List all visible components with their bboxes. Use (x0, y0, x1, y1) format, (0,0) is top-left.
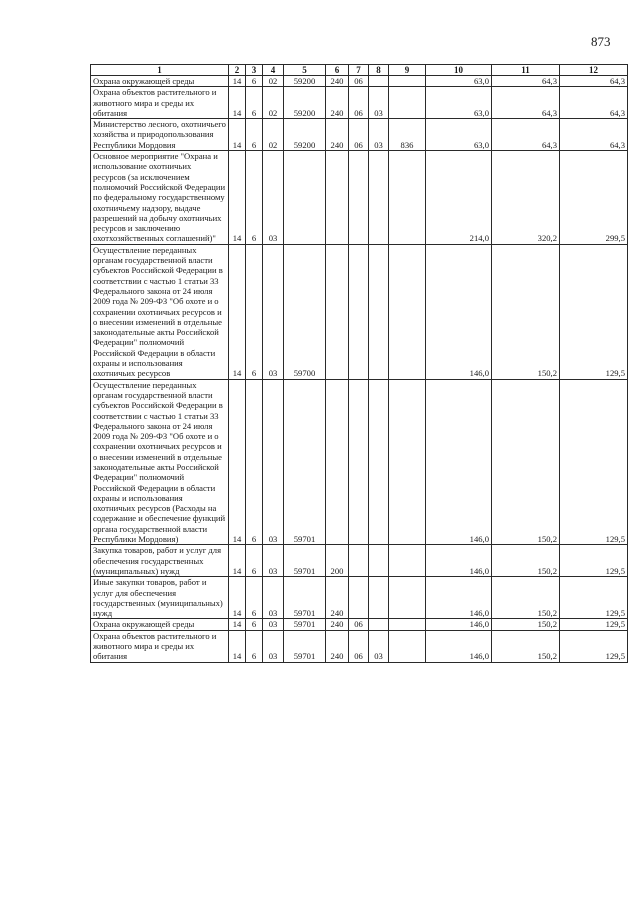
cell-2: 14 (229, 619, 246, 630)
cell-8 (369, 151, 389, 245)
cell-7: 06 (349, 630, 369, 662)
cell-3: 6 (246, 244, 263, 379)
cell-9 (389, 545, 426, 577)
table-row (91, 619, 628, 630)
row-name: Охрана объектов растительного и животного мира и среды их обитания (91, 630, 229, 662)
table-row (91, 87, 628, 119)
cell-3: 6 (246, 545, 263, 577)
cell-10: 146,0 (426, 577, 492, 619)
cell-6: 200 (326, 545, 349, 577)
cell-12: 129,5 (560, 379, 628, 545)
cell-2: 14 (229, 577, 246, 619)
header-cell: 3 (246, 65, 263, 76)
table-row (91, 244, 628, 379)
cell-8 (369, 577, 389, 619)
cell-12: 299,5 (560, 151, 628, 245)
header-cell: 2 (229, 65, 246, 76)
cell-9 (389, 87, 426, 119)
cell-10: 146,0 (426, 630, 492, 662)
cell-11: 150,2 (492, 619, 560, 630)
table-row (91, 119, 628, 151)
cell-9: 836 (389, 119, 426, 151)
header-cell: 9 (389, 65, 426, 76)
table-row (91, 577, 628, 619)
cell-12: 64,3 (560, 76, 628, 87)
cell-5: 59200 (284, 76, 326, 87)
cell-11: 150,2 (492, 379, 560, 545)
cell-3: 6 (246, 630, 263, 662)
cell-9 (389, 619, 426, 630)
header-cell: 7 (349, 65, 369, 76)
table-header-row (91, 65, 628, 76)
cell-10: 146,0 (426, 619, 492, 630)
cell-10: 63,0 (426, 76, 492, 87)
cell-12: 129,5 (560, 577, 628, 619)
cell-6: 240 (326, 87, 349, 119)
cell-8 (369, 76, 389, 87)
cell-4: 02 (263, 76, 284, 87)
row-name: Охрана окружающей среды (91, 76, 229, 87)
cell-3: 6 (246, 577, 263, 619)
table-row (91, 379, 628, 545)
cell-6: 240 (326, 577, 349, 619)
cell-9 (389, 379, 426, 545)
cell-10: 63,0 (426, 119, 492, 151)
cell-5: 59200 (284, 87, 326, 119)
cell-7: 06 (349, 119, 369, 151)
page-number: 873 (591, 34, 611, 49)
cell-4: 03 (263, 545, 284, 577)
header-cell: 8 (369, 65, 389, 76)
cell-10: 214,0 (426, 151, 492, 245)
header-cell: 5 (284, 65, 326, 76)
cell-6: 240 (326, 76, 349, 87)
row-name: Осуществление переданных органам государственной власти субъектов Российской Федерации в соответствии с частью 1 статьи 33 Федерального закона от 24 июля 2009 года № 209-ФЗ "Об охоте и о сохранении охотничьих ресурсов и о внесении изменений в отдельные законодательные акты Российской Федерации" полномочий Российской Федерации в области охраны и использования охотничьих ресурсов (91, 244, 229, 379)
header-cell: 1 (91, 65, 229, 76)
cell-7 (349, 379, 369, 545)
cell-4: 02 (263, 119, 284, 151)
cell-6 (326, 379, 349, 545)
cell-3: 6 (246, 87, 263, 119)
cell-2: 14 (229, 119, 246, 151)
cell-7 (349, 244, 369, 379)
cell-4: 03 (263, 619, 284, 630)
cell-6: 240 (326, 119, 349, 151)
cell-12: 129,5 (560, 619, 628, 630)
cell-2: 14 (229, 379, 246, 545)
cell-12: 129,5 (560, 630, 628, 662)
table-row (91, 76, 628, 87)
cell-9 (389, 151, 426, 245)
cell-3: 6 (246, 379, 263, 545)
cell-2: 14 (229, 87, 246, 119)
cell-12: 64,3 (560, 119, 628, 151)
cell-12: 129,5 (560, 545, 628, 577)
cell-11: 320,2 (492, 151, 560, 245)
cell-8 (369, 379, 389, 545)
cell-6 (326, 244, 349, 379)
cell-9 (389, 244, 426, 379)
cell-5: 59701 (284, 619, 326, 630)
row-name: Иные закупки товаров, работ и услуг для обеспечения государственных (муниципальных) нужд (91, 577, 229, 619)
cell-10: 63,0 (426, 87, 492, 119)
cell-7 (349, 151, 369, 245)
cell-8 (369, 244, 389, 379)
cell-10: 146,0 (426, 545, 492, 577)
cell-7: 06 (349, 619, 369, 630)
cell-4: 03 (263, 244, 284, 379)
cell-12: 129,5 (560, 244, 628, 379)
cell-2: 14 (229, 545, 246, 577)
cell-7: 06 (349, 76, 369, 87)
cell-6: 240 (326, 630, 349, 662)
cell-5: 59700 (284, 244, 326, 379)
cell-12: 64,3 (560, 87, 628, 119)
cell-8 (369, 619, 389, 630)
header-cell: 12 (560, 65, 628, 76)
cell-11: 64,3 (492, 76, 560, 87)
cell-8: 03 (369, 119, 389, 151)
header-cell: 6 (326, 65, 349, 76)
cell-5: 59200 (284, 119, 326, 151)
cell-11: 64,3 (492, 119, 560, 151)
header-cell: 10 (426, 65, 492, 76)
cell-11: 64,3 (492, 87, 560, 119)
cell-8 (369, 545, 389, 577)
cell-6 (326, 151, 349, 245)
cell-8: 03 (369, 630, 389, 662)
cell-3: 6 (246, 619, 263, 630)
row-name: Основное мероприятие "Охрана и использование охотничьих ресурсов (за исключением полномочий Российской Федерации по федеральному государственному охотничьему надзору, выдаче разрешений на добычу охотничьих ресурсов и заключению охотхозяйственных соглашений)" (91, 151, 229, 245)
cell-5: 59701 (284, 379, 326, 545)
cell-7: 06 (349, 87, 369, 119)
cell-2: 14 (229, 630, 246, 662)
cell-10: 146,0 (426, 379, 492, 545)
budget-table (90, 64, 628, 663)
cell-2: 14 (229, 76, 246, 87)
cell-5: 59701 (284, 545, 326, 577)
cell-9 (389, 76, 426, 87)
header-cell: 11 (492, 65, 560, 76)
row-name: Закупка товаров, работ и услуг для обеспечения государственных (муниципальных) нужд (91, 545, 229, 577)
cell-3: 6 (246, 76, 263, 87)
cell-11: 150,2 (492, 630, 560, 662)
header-cell: 4 (263, 65, 284, 76)
cell-4: 03 (263, 379, 284, 545)
cell-4: 03 (263, 630, 284, 662)
row-name: Охрана окружающей среды (91, 619, 229, 630)
cell-5 (284, 151, 326, 245)
cell-11: 150,2 (492, 577, 560, 619)
row-name: Министерство лесного, охотничьего хозяйства и природопользования Республики Мордовия (91, 119, 229, 151)
cell-8: 03 (369, 87, 389, 119)
cell-4: 03 (263, 577, 284, 619)
table-row (91, 151, 628, 245)
cell-3: 6 (246, 151, 263, 245)
cell-5: 59701 (284, 577, 326, 619)
cell-11: 150,2 (492, 545, 560, 577)
cell-3: 6 (246, 119, 263, 151)
row-name: Осуществление переданных органам государственной власти субъектов Российской Федерации в соответствии с частью 1 статьи 33 Федерального закона от 24 июля 2009 года № 209-ФЗ "Об охоте и о сохранении охотничьих ресурсов и о внесении изменений в отдельные законодательные акты Российской Федерации" полномочий Российской Федерации в области охраны и использования охотничьих ресурсов (Расходы на содержание и обеспечение функций органа государственной власти Республики Мордовия) (91, 379, 229, 545)
cell-2: 14 (229, 151, 246, 245)
cell-5: 59701 (284, 630, 326, 662)
cell-9 (389, 577, 426, 619)
table-row (91, 630, 628, 662)
cell-4: 03 (263, 151, 284, 245)
cell-7 (349, 545, 369, 577)
cell-10: 146,0 (426, 244, 492, 379)
cell-9 (389, 630, 426, 662)
cell-4: 02 (263, 87, 284, 119)
cell-11: 150,2 (492, 244, 560, 379)
cell-2: 14 (229, 244, 246, 379)
table-row (91, 545, 628, 577)
cell-7 (349, 577, 369, 619)
row-name: Охрана объектов растительного и животного мира и среды их обитания (91, 87, 229, 119)
cell-6: 240 (326, 619, 349, 630)
